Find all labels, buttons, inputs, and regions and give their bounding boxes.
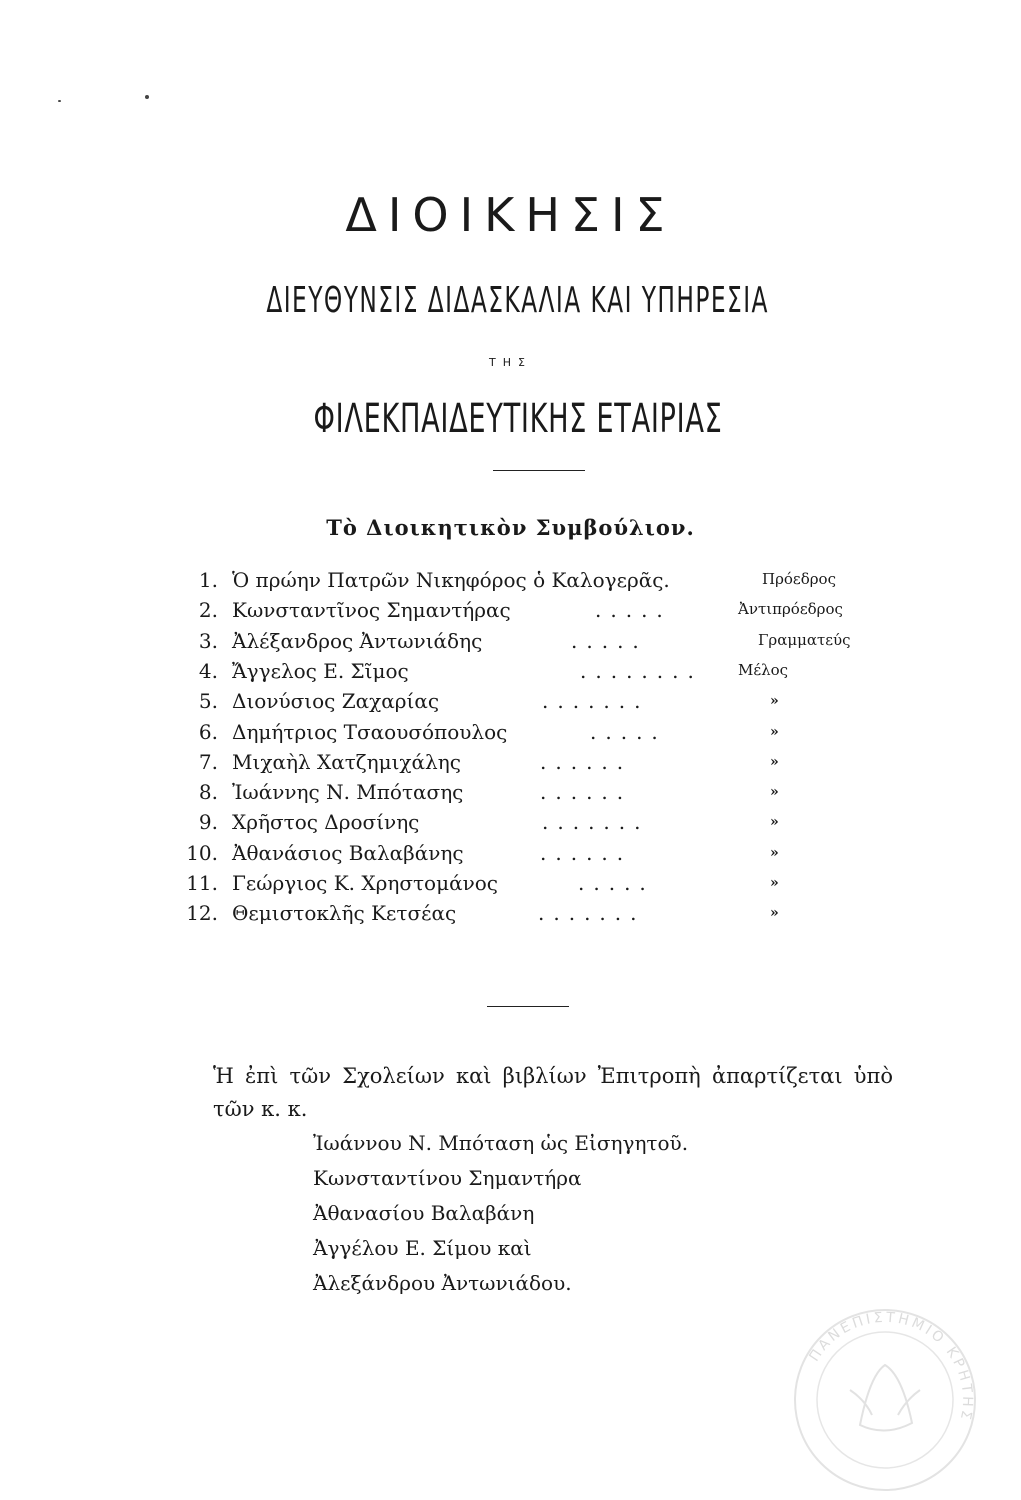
ditto-mark: » (770, 693, 779, 710)
page-speck (145, 95, 149, 99)
member-number: 7. (198, 749, 218, 774)
member-number: 4. (198, 658, 218, 683)
divider-rule (493, 470, 585, 471)
member-name: Θεμιστοκλῆς Κετσέας (232, 901, 457, 926)
member-role: Πρόεδρος (762, 570, 836, 588)
member-name: Δημήτριος Τσαουσόπουλος (232, 719, 508, 744)
page-subtitle: ΔΙΕΥΘΥΝΣΙΣ ΔΙΔΑΣΚΑΛΙΑ ΚΑΙ ΥΠΗΡΕΣΙΑ (266, 280, 769, 321)
committee-member: Ἰωάννου Ν. Μπόταση ὡς Εἰσηγητοῦ. (313, 1131, 689, 1155)
page-title: ΔΙΟΙΚΗΣΙΣ (345, 188, 676, 242)
member-name: Ἄγγελος Ε. Σῖμος (232, 658, 409, 683)
member-number: 1. (198, 568, 218, 592)
leader-dots: ..... (578, 871, 655, 895)
member-name: Διονύσιος Ζαχαρίας (232, 689, 440, 714)
leader-dots: ..... (571, 628, 648, 653)
society-name: ΦΙΛΕΚΠΑΙΔΕΥΤΙΚΗΣ ΕΤΑΙΡΙΑΣ (313, 396, 723, 442)
board-heading: Τὸ Διοικητικὸν Συμβούλιον. (326, 515, 695, 540)
leader-dots: ....... (542, 810, 650, 835)
member-name: Μιχαὴλ Χατζημιχάλης (232, 749, 461, 774)
board-member-row (0, 901, 1021, 931)
board-member-row (0, 841, 1021, 871)
committee-member-list (313, 1126, 688, 1301)
svg-text:ΠΑΝΕΠΙΣΤΗΜΙΟ ΚΡΗΤΗΣ: ΠΑΝΕΠΙΣΤΗΜΙΟ ΚΡΗΤΗΣ (806, 1309, 976, 1424)
member-name: Χρῆστος Δροσίνης (232, 810, 420, 835)
ditto-mark: » (770, 905, 779, 922)
board-member-row (0, 871, 1021, 901)
member-role: Γραμματεύς (758, 630, 851, 649)
member-number: 2. (198, 598, 218, 623)
leader-dots: ..... (590, 719, 667, 744)
leader-dots: ...... (540, 749, 633, 774)
board-member-row (0, 750, 1021, 780)
member-number: 8. (198, 780, 218, 805)
member-name: Γεώργιος Κ. Χρηστομάνος (232, 871, 498, 895)
university-seal (790, 1305, 980, 1495)
board-member-row (0, 720, 1021, 750)
member-name: Ἰωάννης Ν. Μπότασης (232, 780, 464, 805)
ditto-mark: » (770, 753, 779, 770)
board-member-row (0, 659, 1021, 689)
divider-rule (487, 1006, 569, 1007)
member-name: Ἀλέξανδρος Ἀντωνιάδης (232, 628, 483, 653)
member-name: Ὁ πρώην Πατρῶν Νικηφόρος ὁ Καλογερᾶς. (232, 568, 670, 592)
member-number: 6. (198, 719, 218, 744)
member-number: 11. (186, 871, 218, 895)
leader-dots: ........ (580, 658, 703, 683)
leader-dots: ....... (538, 901, 646, 926)
board-member-row (0, 629, 1021, 659)
board-member-row (0, 810, 1021, 840)
member-number: 9. (198, 810, 218, 835)
board-member-row (0, 780, 1021, 810)
member-name: Κωνσταντῖνος Σημαντήρας (232, 598, 511, 623)
committee-member: Κωνσταντίνου Σημαντήρα (313, 1166, 582, 1190)
ditto-mark: » (770, 814, 779, 831)
page-speck (58, 100, 61, 102)
connector-word: ΤΗΣ (489, 356, 532, 369)
committee-member: Ἀλεξάνδρου Ἀντωνιάδου. (313, 1271, 572, 1295)
committee-member: Ἀγγέλου Ε. Σίμου καὶ (313, 1236, 532, 1260)
leader-dots: ...... (540, 840, 633, 865)
ditto-mark: » (770, 844, 779, 861)
member-number: 10. (186, 840, 218, 865)
leader-dots: ...... (540, 780, 633, 805)
leader-dots: ..... (595, 598, 672, 623)
board-member-row (0, 689, 1021, 719)
board-member-row (0, 598, 1021, 628)
board-member-row (0, 568, 1021, 598)
leader-dots: ....... (542, 689, 650, 714)
member-number: 3. (198, 628, 218, 653)
ditto-mark: » (770, 723, 779, 740)
member-role: Μέλος (738, 660, 789, 679)
member-name: Ἀθανάσιος Βαλαβάνης (232, 840, 464, 865)
member-number: 12. (186, 901, 218, 926)
committee-intro: Ἡ ἐπὶ τῶν Σχολείων καὶ βιβλίων Ἐπιτροπὴ ἀπαρτίζεται ὑπὸ τῶν κ. κ. (213, 1064, 893, 1121)
ditto-mark: » (770, 784, 779, 801)
ditto-mark: » (770, 875, 779, 891)
member-role: Ἀντιπρόεδρος (738, 600, 843, 619)
member-number: 5. (198, 689, 218, 714)
committee-member: Ἀθανασίου Βαλαβάνη (313, 1201, 535, 1225)
